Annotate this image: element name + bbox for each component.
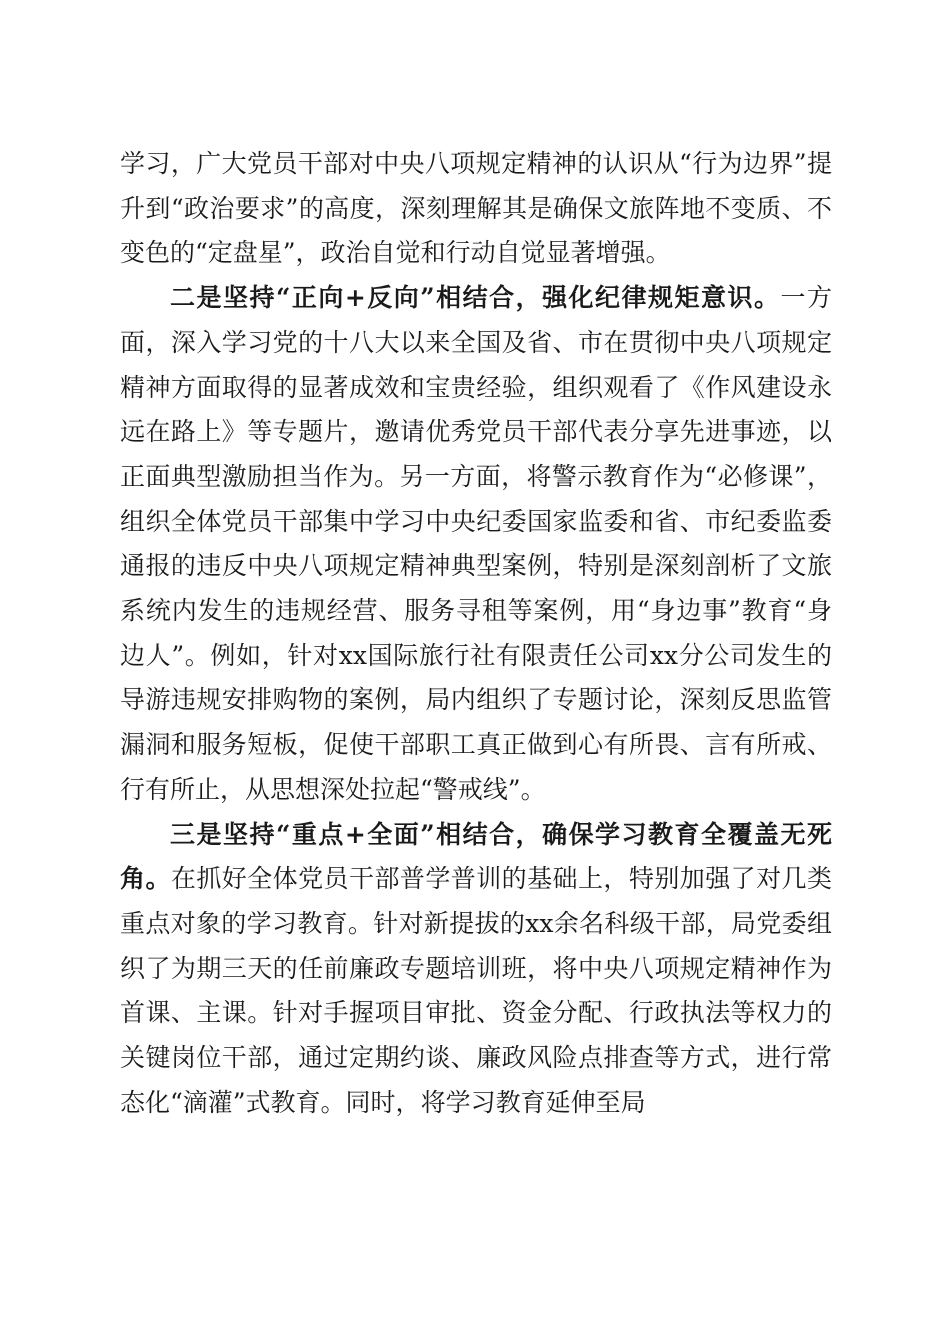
paragraph-text: 在抓好全体党员干部普学普训的基础上，特别加强了对几类重点对象的学习教育。针对新提拔的xx余名科级干部，局党委组织了为期三天的任前廉政专题培训班，将中央八项规定精神作为首课、主课。针对手握项目审批、资金分配、行政执法等权力的关键岗位干部，通过定期约谈、廉政风险点排查等方式，进行常态化“滴灌”式教育。同时，将学习教育延伸至局 — [120, 864, 832, 1117]
paragraph-text: 学习，广大党员干部对中央八项规定精神的认识从“行为边界”提升到“政治要求”的高度，深刻理解其是确保文旅阵地不变质、不变色的“定盘星”，政治自觉和行动自觉显著增强。 — [120, 149, 832, 268]
document-body — [120, 142, 832, 1125]
paragraph-continuation — [120, 142, 832, 276]
paragraph-heading: 三是坚持“重点+全面”相结合，确保学习教育全覆盖无死角。 — [120, 819, 832, 894]
paragraph-point-two — [120, 276, 832, 812]
paragraph-point-three — [120, 813, 832, 1126]
paragraph-text: 一方面，深入学习党的十八大以来全国及省、市在贯彻中央八项规定精神方面取得的显著成效和宝贵经验，组织观看了《作风建设永远在路上》等专题片，邀请优秀党员干部代表分享先进事迹，以正面典型激励担当作为。另一方面，将警示教育作为“必修课”，组织全体党员干部集中学习中央纪委国家监委和省、市纪委监委通报的违反中央八项规定精神典型案例，特别是深刻剖析了文旅系统内发生的违规经营、服务寻租等案例，用“身边事”教育“身边人”。例如，针对xx国际旅行社有限责任公司xx分公司发生的导游违规安排购物的案例，局内组织了专题讨论，深刻反思监管漏洞和服务短板，促使干部职工真正做到心有所畏、言有所戒、行有所止，从思想深处拉起“警戒线”。 — [120, 283, 832, 804]
paragraph-heading: 二是坚持“正向+反向”相结合，强化纪律规矩意识。 — [170, 283, 781, 313]
